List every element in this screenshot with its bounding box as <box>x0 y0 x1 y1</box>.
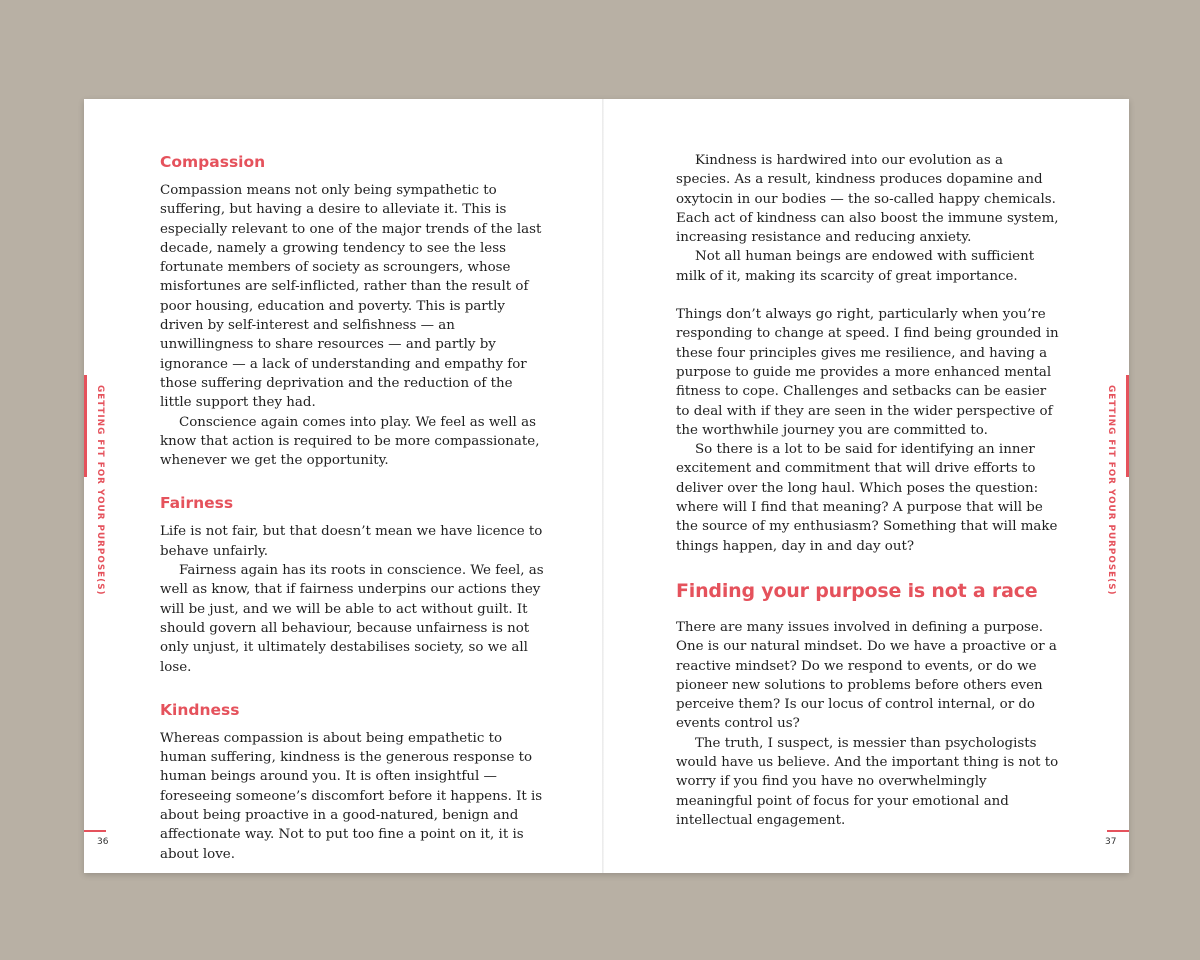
footer-rule <box>1107 830 1129 832</box>
paragraph: Not all human beings are endowed with sufficient milk of it, making its scarcity of great importance. <box>676 249 1035 284</box>
running-head-vertical: GETTING FIT FOR YOUR PURPOSE(S) <box>1106 385 1116 596</box>
margin-tab <box>1126 375 1129 477</box>
section-heading-fairness: Fairness <box>160 494 234 513</box>
section-heading-kindness: Kindness <box>160 700 240 719</box>
book-spread <box>84 99 1129 873</box>
footer-rule <box>84 830 106 832</box>
left-text-column <box>160 151 545 864</box>
section-heading-purpose: Finding your purpose is not a race <box>676 579 1038 602</box>
page-number: 37 <box>1105 837 1117 847</box>
paragraph: The truth, I suspect, is messier than psychologists would have us believe. And the important thing is not to worry if you find you have no overwhelmingly meaningful point of focus for your emotional and intellectual engagement. <box>676 735 1059 828</box>
paragraph: Fairness again has its roots in conscience. We feel, as well as know, that if fairness underpins our actions they will be just, and we will be able to act without guilt. It should govern all behaviour, because unfairness is not only unjust, it ultimately destabilises society, so we all lose. <box>160 563 544 675</box>
page-number: 36 <box>97 837 109 847</box>
section-heading-compassion: Compassion <box>160 153 266 171</box>
running-head-vertical: GETTING FIT FOR YOUR PURPOSE(S) <box>95 385 105 596</box>
paragraph: Things don’t always go right, particularly when you’re responding to change at speed. I find being grounded in these four principles gives me resilience, and having a purpose to guide me provides a more enhanced mental fitness to cope. Challenges and setbacks can be easier to deal with if they are seen in the wider perspective of the worthwhile journey you are committed to. <box>676 307 1059 438</box>
paragraph: Whereas compassion is about being empathetic to human suffering, kindness is the generous response to human beings around you. It is often insightful — foreseeing someone’s discomfort before it happens. It is about being proactive in a good-natured, benign and affectionate way. Not to put too fine a point on it, it is about love. <box>160 730 543 862</box>
paragraph: Conscience again comes into play. We feel as well as know that action is required to be more compassionate, whenever we get the opportunity. <box>160 414 540 469</box>
left-page <box>84 99 603 873</box>
paragraph: Compassion means not only being sympathetic to suffering, but having a desire to alleviate it. This is especially relevant to one of the major trends of the last decade, namely a growing tendency to see the less fortunate members of society as scroungers, whose misfortunes are self-inflicted, rather than the result of poor housing, education and poverty. This is partly driven by self-interest and selfishness — an unwillingness to share resources — and partly by ignorance — a lack of understanding and empathy for those suffering deprivation and the reduction of the little support they had. <box>160 183 542 411</box>
paragraph: So there is a lot to be said for identifying an inner excitement and commitment that will drive efforts to deliver over the long haul. Which poses the question: where will I find that meaning? A purpose that will be the source of my enthusiasm? Something that will make things happen, day in and day out? <box>676 442 1058 554</box>
margin-tab <box>84 375 87 477</box>
paragraph: There are many issues involved in defining a purpose. One is our natural mindset. Do we have a proactive or a reactive mindset? Do we respond to events, or do we pioneer new solutions to problems before others even perceive them? Is our locus of control internal, or do events control us? <box>676 619 1057 732</box>
paragraph: Kindness is hardwired into our evolution as a species. As a result, kindness produces dopamine and oxytocin in our bodies — the so-called happy chemicals. Each act of kindness can also boost the immune system, increasing resistance and reducing anxiety. <box>676 153 1059 246</box>
right-page <box>603 99 1129 873</box>
right-text-column <box>676 151 1061 830</box>
paragraph: Life is not fair, but that doesn’t mean we have licence to behave unfairly. <box>160 524 543 559</box>
